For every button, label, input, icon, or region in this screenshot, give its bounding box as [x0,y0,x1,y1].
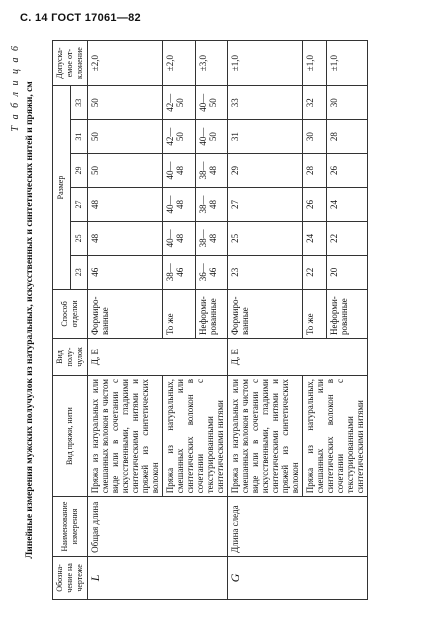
tolerance-cell: ±3,0 [195,41,228,86]
measurements-table [52,40,368,600]
value-cell: 27 [228,187,303,221]
col-yarn-type: Вид пряжи, нити [53,376,88,497]
value-cell: 50 [88,86,163,120]
finishing-cell: То же [303,289,327,338]
value-cell: 40—48 [163,187,196,221]
table-title: Линейные измерения мужских получулок из натуральных, искусственных и синтетических нитей и пряжи, см [25,81,35,559]
col-tolerance: Допуска-емое от-клонение [53,41,88,86]
value-cell: 29 [228,154,303,188]
table-caption [10,40,58,600]
finishing-cell: Формиро-ванные [88,289,163,338]
value-cell: 22 [327,221,368,255]
tolerance-cell: ±2,0 [88,41,163,86]
col-finishing: Способ отделки [53,289,88,338]
col-designation: Обозна-чение на чертеже [53,556,88,599]
value-cell: 50 [88,154,163,188]
size-header: 33 [70,86,88,120]
value-cell: 38—48 [195,221,228,255]
value-cell: 28 [303,154,327,188]
finishing-cell: Формиро-ванные [228,289,303,338]
hosiery-type-cell: Д, Е [88,339,228,376]
value-cell: 38—46 [163,255,196,289]
yarn-type-cell: Пряжа из натуральных, смешанных или синтетических волокон в сочетании с текстурированными синтетическими нитями [163,376,228,497]
yarn-type-cell: Пряжа из натуральных или смешанных волокон в чистом виде или в сочетании с искусственными, гладкими синтетическими нитями и пряжей из синтетических волокон [88,376,163,497]
value-cell: 46 [88,255,163,289]
table-row [228,41,303,600]
value-cell: 48 [88,187,163,221]
size-header: 25 [70,221,88,255]
value-cell: 40—48 [163,154,196,188]
col-size: Размер [53,86,71,289]
measure-name-cell: Длина следа [228,497,368,557]
tolerance-cell: ±1,0 [303,41,327,86]
tolerance-cell: ±1,0 [327,41,368,86]
value-cell: 40—50 [195,120,228,154]
size-header: 31 [70,120,88,154]
value-cell: 28 [327,120,368,154]
value-cell: 23 [228,255,303,289]
finishing-cell: Неформи-рованные [327,289,368,338]
value-cell: 48 [88,221,163,255]
value-cell: 40—50 [195,86,228,120]
header-row [53,41,71,600]
value-cell: 33 [228,86,303,120]
col-hosiery-type: Вид полу-чулок [53,339,88,376]
designation-cell: G [228,556,368,599]
value-cell: 25 [228,221,303,255]
size-header: 29 [70,154,88,188]
finishing-cell: То же [163,289,196,338]
value-cell: 30 [327,86,368,120]
col-measure-name: Наименование измерения [53,497,88,557]
value-cell: 24 [303,221,327,255]
measure-name-cell: Общая длина [88,497,228,557]
value-cell: 42—50 [163,120,196,154]
value-cell: 36—46 [195,255,228,289]
value-cell: 30 [303,120,327,154]
rotated-table-block [10,40,420,600]
value-cell: 24 [327,187,368,221]
tolerance-cell: ±1,0 [228,41,303,86]
designation-cell: L [88,556,228,599]
yarn-type-cell: Пряжа из натуральных, смешанных или синтетических волокон в сочетании с текстурированными синтетическими нитями [303,376,368,497]
value-cell: 50 [88,120,163,154]
value-cell: 26 [327,154,368,188]
value-cell: 31 [228,120,303,154]
yarn-type-cell: Пряжа из натуральных или смешанных волокон в чистом виде или в сочетании с искусственными, гладкими синтетическими нитями и пряжей из синтетических волокон [228,376,303,497]
value-cell: 26 [303,187,327,221]
value-cell: 38—48 [195,154,228,188]
table-row [88,41,163,600]
tolerance-cell: ±2,0 [163,41,196,86]
value-cell: 42—50 [163,86,196,120]
table-number: Т а б л и ц а 6 [10,44,21,132]
value-cell: 40—48 [163,221,196,255]
value-cell: 38—48 [195,187,228,221]
value-cell: 32 [303,86,327,120]
finishing-cell: Неформи-рованные [195,289,228,338]
size-header: 27 [70,187,88,221]
value-cell: 22 [303,255,327,289]
hosiery-type-cell: Д, Е [228,339,368,376]
page-header: С. 14 ГОСТ 17061—82 [20,12,141,24]
value-cell: 20 [327,255,368,289]
size-header: 23 [70,255,88,289]
